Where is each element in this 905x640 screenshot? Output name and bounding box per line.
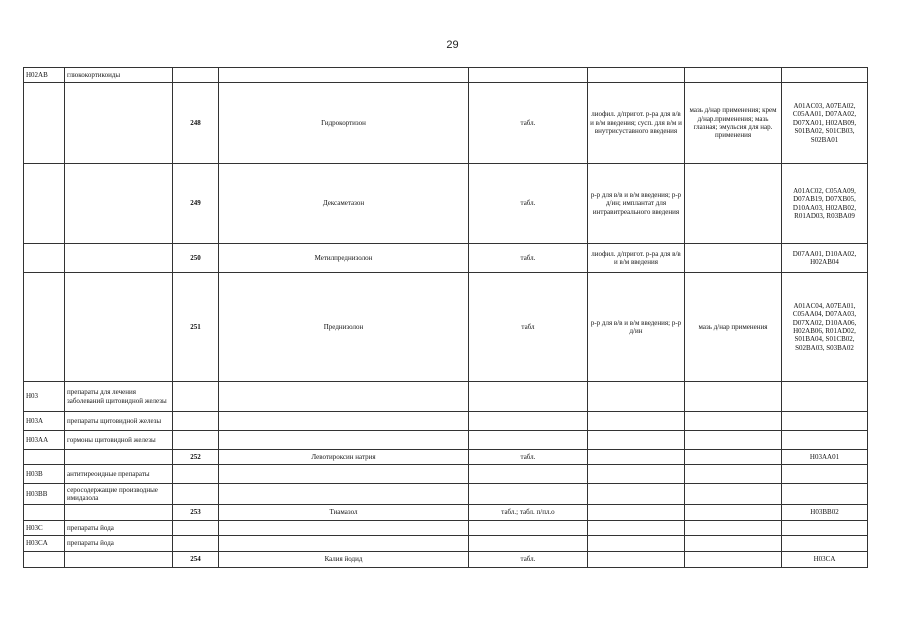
table-body: [24, 68, 868, 568]
injection-form-cell: [588, 521, 685, 536]
topical-form-cell: [685, 412, 782, 431]
table-row: [24, 484, 868, 505]
injection-form-cell: [588, 431, 685, 450]
dosage-form-cell: табл.: [469, 450, 588, 465]
table-row: [24, 536, 868, 552]
table-row: [24, 273, 868, 382]
atc-codes-cell: [782, 412, 868, 431]
injection-form-cell: [588, 68, 685, 83]
drug-name-cell: [219, 536, 469, 552]
drug-name-cell: Тиамазол: [219, 505, 469, 521]
injection-form-cell: [588, 382, 685, 412]
injection-form-cell: р-р для в/в и в/м введения; р-р д/ин: [588, 273, 685, 382]
entry-number-cell: [173, 465, 219, 484]
topical-form-cell: [685, 521, 782, 536]
drug-name-cell: [219, 484, 469, 505]
entry-number-cell: [173, 536, 219, 552]
dosage-form-cell: табл.; табл. п/пл.о: [469, 505, 588, 521]
drug-name-cell: [219, 412, 469, 431]
group-name-cell: препараты щитовидной железы: [65, 412, 173, 431]
drug-name-cell: Дексаметазон: [219, 164, 469, 244]
table-row: [24, 552, 868, 568]
dosage-form-cell: [469, 412, 588, 431]
dosage-form-cell: [469, 484, 588, 505]
group-name-cell: [65, 164, 173, 244]
group-name-cell: глюкокортикоиды: [65, 68, 173, 83]
drug-name-cell: [219, 431, 469, 450]
dosage-form-cell: [469, 68, 588, 83]
atc-code-cell: [24, 450, 65, 465]
table-row: [24, 450, 868, 465]
entry-number-cell: 248: [173, 83, 219, 164]
atc-code-cell: H02AB: [24, 68, 65, 83]
injection-form-cell: [588, 450, 685, 465]
entry-number-cell: 251: [173, 273, 219, 382]
group-name-cell: [65, 273, 173, 382]
table-row: [24, 164, 868, 244]
dosage-form-cell: табл.: [469, 83, 588, 164]
dosage-form-cell: [469, 465, 588, 484]
group-name-cell: [65, 505, 173, 521]
topical-form-cell: [685, 536, 782, 552]
atc-code-cell: H03A: [24, 412, 65, 431]
topical-form-cell: [685, 465, 782, 484]
drug-table: [23, 67, 868, 568]
atc-codes-cell: [782, 521, 868, 536]
table-row: [24, 68, 868, 83]
injection-form-cell: р-р для в/в и в/м введения; р-р д/ин; имплантат для интравитреального введения: [588, 164, 685, 244]
injection-form-cell: [588, 465, 685, 484]
entry-number-cell: [173, 382, 219, 412]
injection-form-cell: [588, 536, 685, 552]
atc-code-cell: H03C: [24, 521, 65, 536]
topical-form-cell: мазь д/нар применения; крем д/нар.применения; мазь глазная; эмульсия для нар. применения: [685, 83, 782, 164]
atc-codes-cell: A01AC02, C05AA09, D07AB19, D07XB05, D10AA03, H02AB02, R01AD03, R03BA09: [782, 164, 868, 244]
table-row: [24, 412, 868, 431]
topical-form-cell: [685, 450, 782, 465]
group-name-cell: серосодержащие производные имидазола: [65, 484, 173, 505]
drug-name-cell: [219, 382, 469, 412]
group-name-cell: препараты йода: [65, 536, 173, 552]
atc-codes-cell: [782, 431, 868, 450]
dosage-form-cell: табл: [469, 273, 588, 382]
entry-number-cell: 249: [173, 164, 219, 244]
group-name-cell: препараты йода: [65, 521, 173, 536]
atc-codes-cell: [782, 484, 868, 505]
table-row: [24, 465, 868, 484]
atc-code-cell: [24, 164, 65, 244]
drug-name-cell: Гидрокортизон: [219, 83, 469, 164]
atc-code-cell: [24, 552, 65, 568]
atc-code-cell: H03AA: [24, 431, 65, 450]
atc-code-cell: [24, 83, 65, 164]
atc-code-cell: [24, 505, 65, 521]
topical-form-cell: [685, 382, 782, 412]
group-name-cell: [65, 552, 173, 568]
injection-form-cell: лиофил. д/пригот. р-ра для в/в и в/м введения: [588, 244, 685, 273]
dosage-form-cell: [469, 521, 588, 536]
table-row: [24, 505, 868, 521]
topical-form-cell: мазь д/нар применения: [685, 273, 782, 382]
atc-code-cell: [24, 273, 65, 382]
entry-number-cell: [173, 484, 219, 505]
atc-codes-cell: [782, 382, 868, 412]
injection-form-cell: лиофил. д/пригот. р-ра для в/в и в/м введения; сусп. для в/м и внутрисуставного введения: [588, 83, 685, 164]
atc-code-cell: H03BB: [24, 484, 65, 505]
topical-form-cell: [685, 244, 782, 273]
atc-codes-cell: H03BB02: [782, 505, 868, 521]
group-name-cell: препараты для лечения заболеваний щитовидной железы: [65, 382, 173, 412]
entry-number-cell: 254: [173, 552, 219, 568]
atc-codes-cell: [782, 536, 868, 552]
topical-form-cell: [685, 552, 782, 568]
table-row: [24, 521, 868, 536]
dosage-form-cell: [469, 382, 588, 412]
topical-form-cell: [685, 164, 782, 244]
entry-number-cell: 250: [173, 244, 219, 273]
atc-codes-cell: [782, 68, 868, 83]
atc-code-cell: H03CA: [24, 536, 65, 552]
atc-codes-cell: H03AA01: [782, 450, 868, 465]
atc-codes-cell: [782, 465, 868, 484]
group-name-cell: антитиреоидные препараты: [65, 465, 173, 484]
drug-name-cell: Метилпреднизолон: [219, 244, 469, 273]
group-name-cell: [65, 83, 173, 164]
injection-form-cell: [588, 552, 685, 568]
entry-number-cell: [173, 521, 219, 536]
table-row: [24, 244, 868, 273]
atc-code-cell: [24, 244, 65, 273]
drug-name-cell: [219, 465, 469, 484]
drug-name-cell: [219, 68, 469, 83]
atc-codes-cell: A01AC03, A07EA02, C05AA01, D07AA02, D07XA01, H02AB09, S01BA02, S01CB03, S02BA01: [782, 83, 868, 164]
drug-name-cell: Калия йодид: [219, 552, 469, 568]
atc-code-cell: H03B: [24, 465, 65, 484]
entry-number-cell: 253: [173, 505, 219, 521]
atc-codes-cell: D07AA01, D10AA02, H02AB04: [782, 244, 868, 273]
dosage-form-cell: табл.: [469, 244, 588, 273]
dosage-form-cell: [469, 431, 588, 450]
drug-name-cell: [219, 521, 469, 536]
topical-form-cell: [685, 484, 782, 505]
dosage-form-cell: табл.: [469, 164, 588, 244]
group-name-cell: [65, 450, 173, 465]
topical-form-cell: [685, 431, 782, 450]
entry-number-cell: [173, 412, 219, 431]
page-number: 29: [446, 39, 459, 51]
atc-codes-cell: H03CA: [782, 552, 868, 568]
injection-form-cell: [588, 484, 685, 505]
atc-code-cell: H03: [24, 382, 65, 412]
drug-name-cell: Левотироксин натрия: [219, 450, 469, 465]
entry-number-cell: 252: [173, 450, 219, 465]
group-name-cell: гормоны щитовидной железы: [65, 431, 173, 450]
dosage-form-cell: [469, 536, 588, 552]
topical-form-cell: [685, 505, 782, 521]
entry-number-cell: [173, 431, 219, 450]
injection-form-cell: [588, 412, 685, 431]
drug-name-cell: Преднизолон: [219, 273, 469, 382]
dosage-form-cell: табл.: [469, 552, 588, 568]
injection-form-cell: [588, 505, 685, 521]
table-row: [24, 83, 868, 164]
entry-number-cell: [173, 68, 219, 83]
group-name-cell: [65, 244, 173, 273]
topical-form-cell: [685, 68, 782, 83]
atc-codes-cell: A01AC04, A07EA01, C05AA04, D07AA03, D07XA02, D10AA06, H02AB06, R01AD02, S01BA04, S01CB02, S02BA03, S03BA02: [782, 273, 868, 382]
table-row: [24, 431, 868, 450]
table-row: [24, 382, 868, 412]
